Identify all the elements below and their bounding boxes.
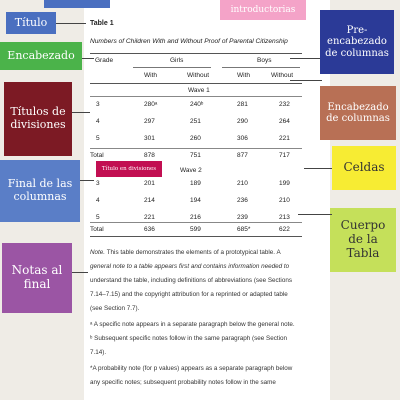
col-boys-without: Without — [271, 72, 294, 79]
note-line-7: ᵇ Subsequent specific notes follow in the same paragraph (see Section — [90, 335, 287, 342]
wave1-cell: 306 — [237, 135, 248, 142]
wave1-cell: 251 — [190, 118, 201, 125]
note-line-8: 7.14). — [90, 349, 107, 356]
note-line-10: any specific notes; subsequent probability notes follow in the same — [90, 379, 276, 386]
wave2-cell: 236 — [237, 197, 248, 204]
label-cuerpo-tabla: Cuerpo de la Tabla — [330, 208, 396, 272]
label-encabezado: Encabezado — [0, 42, 82, 70]
spanner-girls: Girls — [170, 57, 184, 64]
col-girls-without: Without — [187, 72, 210, 79]
wave2-cell: 210 — [237, 180, 248, 187]
wave2-cell: 213 — [279, 214, 290, 221]
wave2-cell: 4 — [96, 197, 100, 204]
wave2-heading: Wave 2 — [180, 167, 202, 174]
col-boys-with: With — [237, 72, 250, 79]
label-introductorias: introductorias — [220, 0, 306, 20]
stub-head: Grade — [95, 57, 114, 64]
total-cell: 877 — [237, 152, 248, 159]
label-encabezado-columnas: Encabezado de columnas — [320, 86, 396, 140]
label-preencabezado: Pre- encabezado de columnas — [320, 10, 394, 74]
wave1-cell: 5 — [96, 135, 100, 142]
total-label-1: Total — [90, 152, 104, 159]
total-cell: 717 — [279, 152, 290, 159]
label-titulos-divisiones: Títulos de divisiones — [4, 82, 72, 156]
wave1-cell: 4 — [96, 118, 100, 125]
wave1-cell: 221 — [279, 135, 290, 142]
total-cell: 878 — [144, 152, 155, 159]
note-line-5: (see Section 7.7). — [90, 305, 140, 312]
wave2-cell: 239 — [237, 214, 248, 221]
wave2-cell: 5 — [96, 214, 100, 221]
table-title: Numbers of Children With and Without Proof of Parental Citizenship — [90, 38, 288, 45]
total-cell: 599 — [190, 226, 201, 233]
note-line-3: understand the table, including definitions of abbreviations (see Sections — [90, 277, 292, 284]
wave1-cell: 290 — [237, 118, 248, 125]
note-line-1: Note. This table demonstrates the elements of a prototypical table. A — [90, 249, 281, 256]
total-cell: 685* — [237, 226, 251, 233]
wave1-cell: 232 — [279, 101, 290, 108]
wave2-cell: 201 — [144, 180, 155, 187]
wave1-heading: Wave 1 — [188, 87, 210, 94]
note-line-9: *A probability note (for p values) appears as a separate paragraph below — [90, 365, 293, 372]
wave1-cell: 264 — [279, 118, 290, 125]
note-line-2: general note to a table appears first and contains information needed to — [90, 263, 290, 270]
wave2-cell: 194 — [190, 197, 201, 204]
wave2-cell: 210 — [279, 197, 290, 204]
label-titulo-divisiones-small: Título en divisiones — [96, 161, 162, 177]
label-final-columnas: Final de las columnas — [0, 160, 80, 222]
total-label-2: Total — [90, 226, 104, 233]
spanner-boys: Boys — [257, 57, 272, 64]
label-celdas: Celdas — [332, 146, 396, 190]
wave2-cell: 216 — [190, 214, 201, 221]
wave2-cell: 189 — [190, 180, 201, 187]
wave1-cell: 240ᵇ — [190, 101, 204, 108]
total-cell: 751 — [190, 152, 201, 159]
wave1-cell: 280ᵃ — [144, 101, 158, 108]
wave1-cell: 297 — [144, 118, 155, 125]
wave1-cell: 260 — [190, 135, 201, 142]
total-cell: 622 — [279, 226, 290, 233]
total-cell: 636 — [144, 226, 155, 233]
col-girls-with: With — [144, 72, 157, 79]
wave1-cell: 281 — [237, 101, 248, 108]
wave2-cell: 221 — [144, 214, 155, 221]
wave2-cell: 3 — [96, 180, 100, 187]
note-line-4: 7.14–7.15) and the copyright attribution for a reprinted or adapted table — [90, 291, 288, 298]
wave2-cell: 199 — [279, 180, 290, 187]
wave1-cell: 301 — [144, 135, 155, 142]
label-notas-final: Notas al final — [2, 243, 72, 313]
note-line-6: ᵃ A specific note appears in a separate paragraph below the general note. — [90, 321, 295, 328]
wave2-cell: 214 — [144, 197, 155, 204]
wave1-cell: 3 — [96, 101, 100, 108]
table-number: Table 1 — [90, 20, 114, 27]
label-titulo: Título — [6, 12, 56, 34]
label-top-blue — [44, 0, 110, 8]
